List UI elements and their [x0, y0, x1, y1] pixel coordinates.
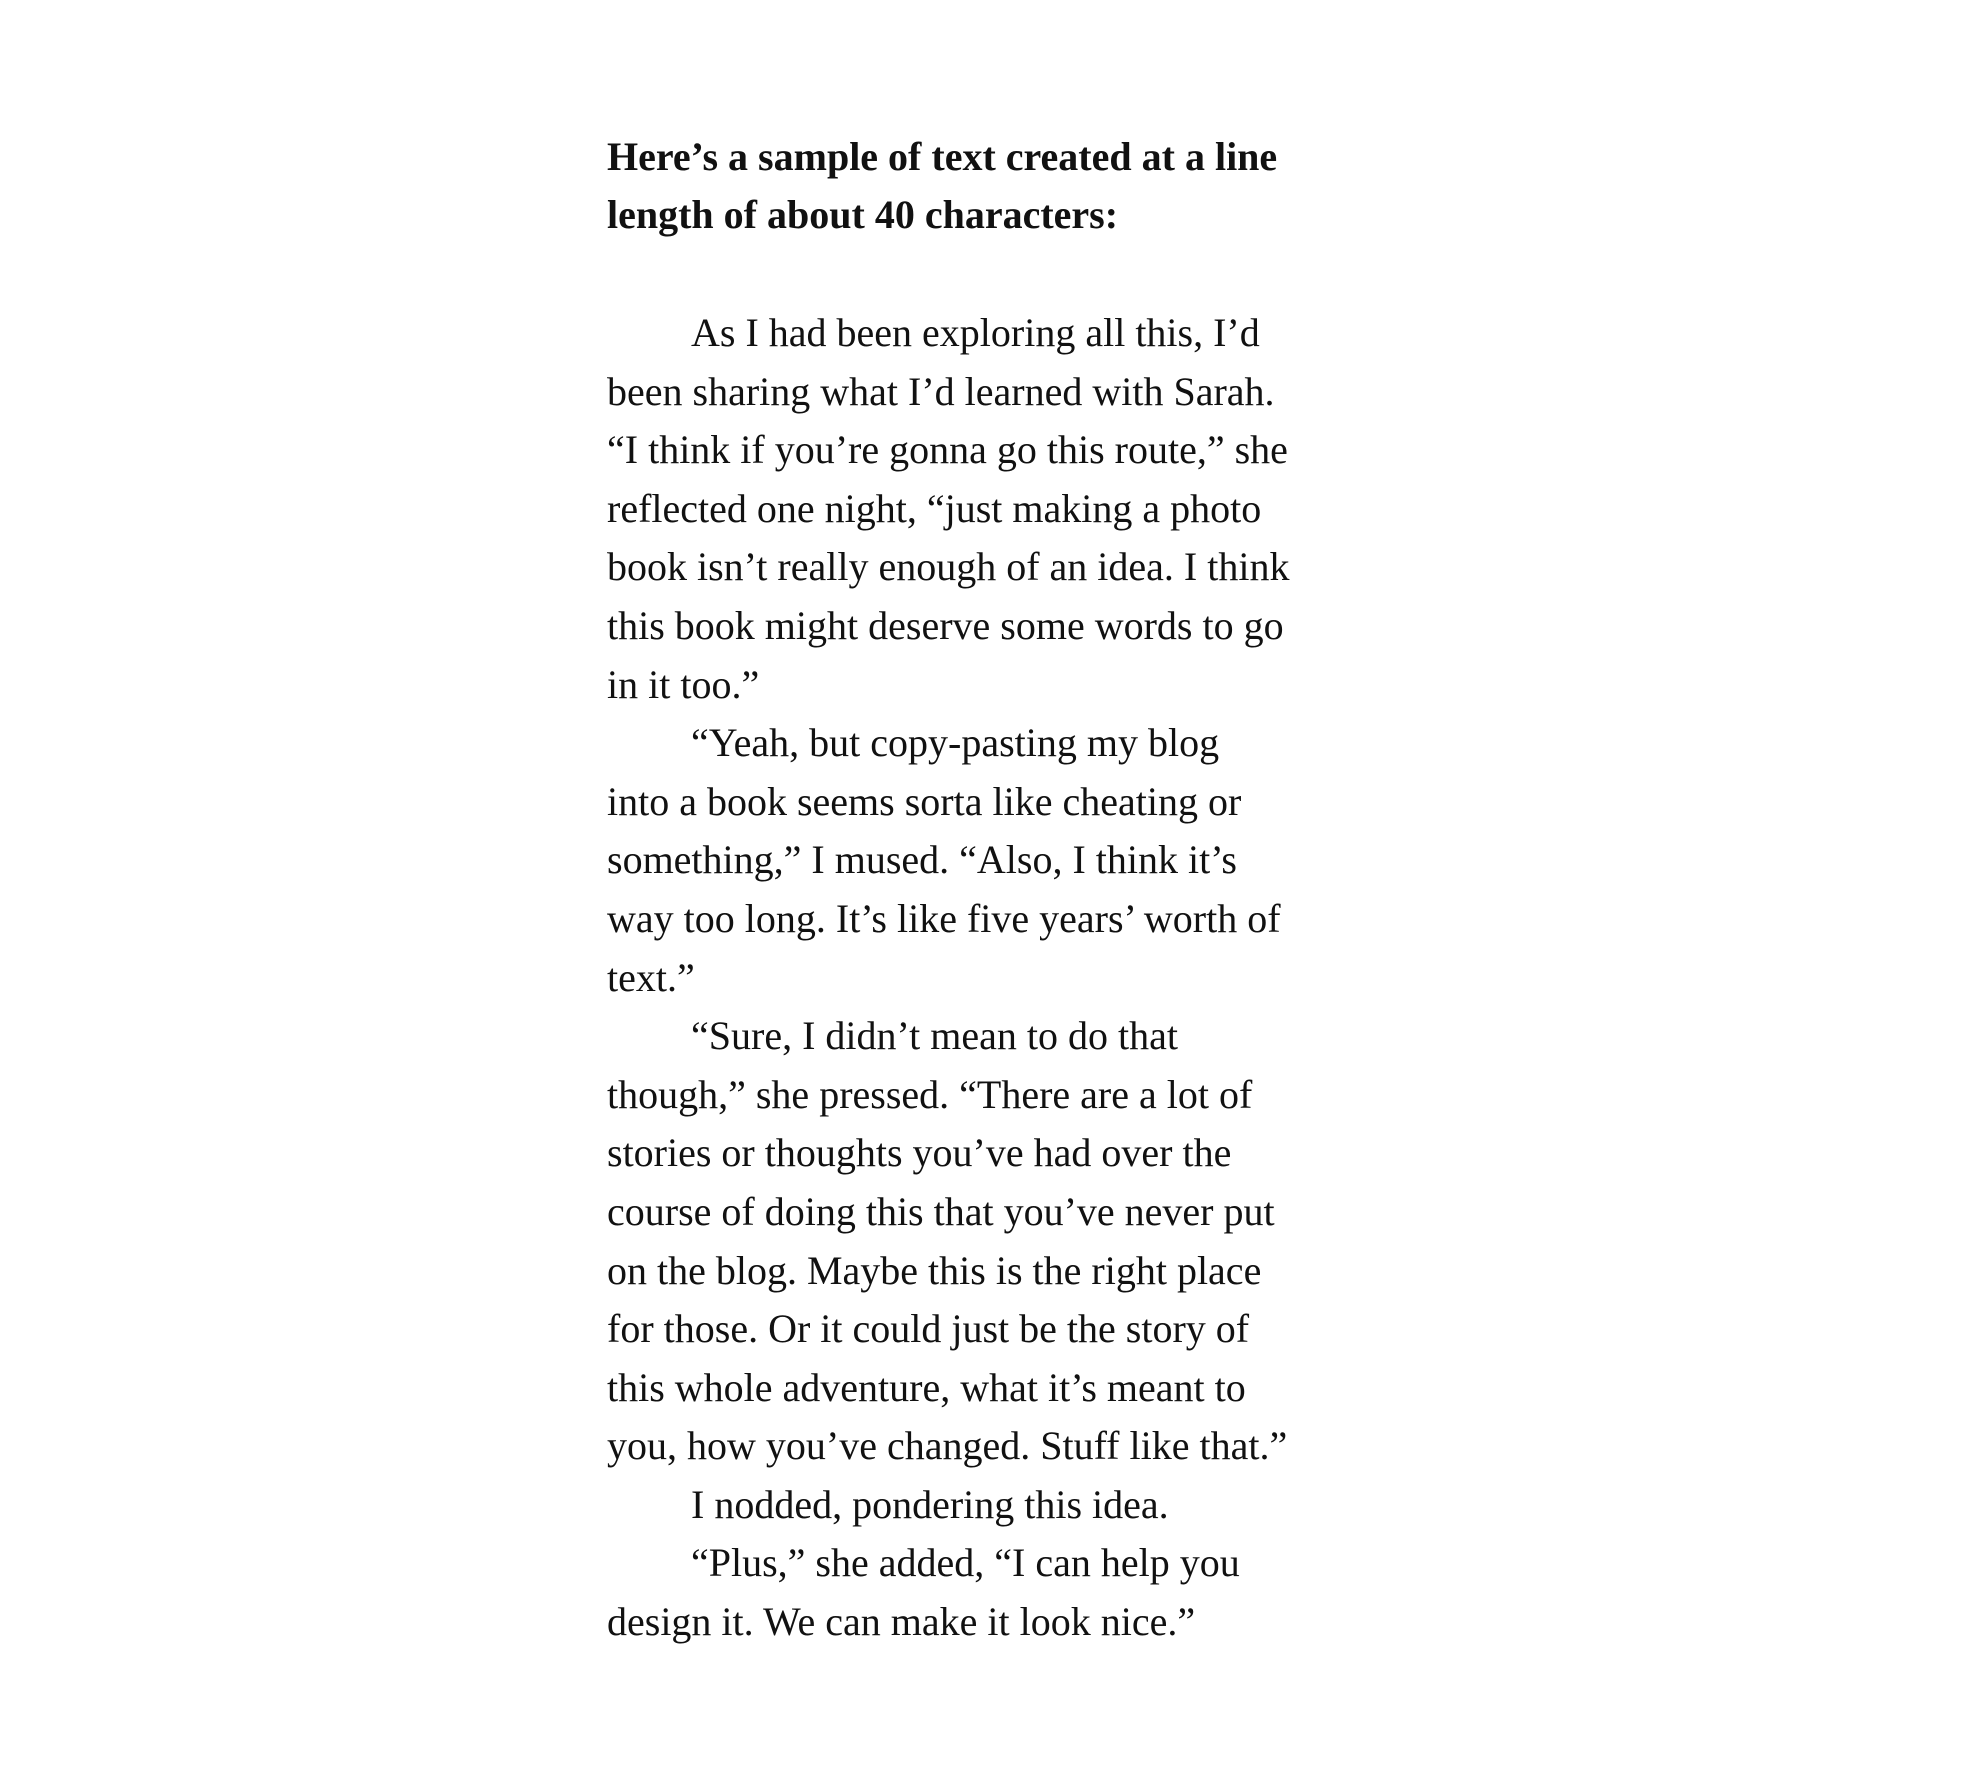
- text-line: for those. Or it could just be the story of: [607, 1306, 1250, 1352]
- text-line: reflected one night, “just making a photo: [607, 485, 1262, 531]
- text-line: something,” I mused. “Also, I think it’s: [607, 837, 1237, 883]
- heading-line: length of about 40 characters:: [607, 192, 1119, 237]
- text-line: on the blog. Maybe this is the right place: [607, 1247, 1262, 1293]
- text-line: way too long. It’s like five years’ worth of: [607, 895, 1281, 941]
- text-sample: [607, 128, 1437, 1652]
- text-line: “I think if you’re gonna go this route,” she: [607, 427, 1288, 473]
- paragraph-first-line: “Sure, I didn’t mean to do that: [691, 1013, 1178, 1059]
- paragraph-first-line: “Plus,” she added, “I can help you: [691, 1540, 1240, 1586]
- paragraph-first-line: I nodded, pondering this idea.: [691, 1481, 1169, 1527]
- sample-body-text: [607, 304, 1437, 1652]
- sample-heading: [607, 128, 1437, 244]
- text-line: you, how you’ve changed. Stuff like that.”: [607, 1423, 1288, 1469]
- text-line: text.”: [607, 954, 695, 1000]
- paragraph-first-line: As I had been exploring all this, I’d: [691, 310, 1260, 355]
- text-line: this book might deserve some words to go: [607, 602, 1284, 648]
- paragraph-first-line: “Yeah, but copy-pasting my blog: [691, 720, 1220, 766]
- text-line: this whole adventure, what it’s meant to: [607, 1364, 1246, 1410]
- text-line: though,” she pressed. “There are a lot of: [607, 1071, 1253, 1117]
- text-line: design it. We can make it look nice.”: [607, 1599, 1196, 1645]
- text-line: in it too.”: [607, 661, 760, 707]
- heading-line: Here’s a sample of text created at a line: [607, 134, 1278, 179]
- text-line: into a book seems sorta like cheating or: [607, 778, 1242, 824]
- text-line: been sharing what I’d learned with Sarah.: [607, 368, 1275, 414]
- text-line: book isn’t really enough of an idea. I think: [607, 544, 1290, 590]
- text-line: course of doing this that you’ve never put: [607, 1188, 1275, 1234]
- text-line: stories or thoughts you’ve had over the: [607, 1130, 1232, 1176]
